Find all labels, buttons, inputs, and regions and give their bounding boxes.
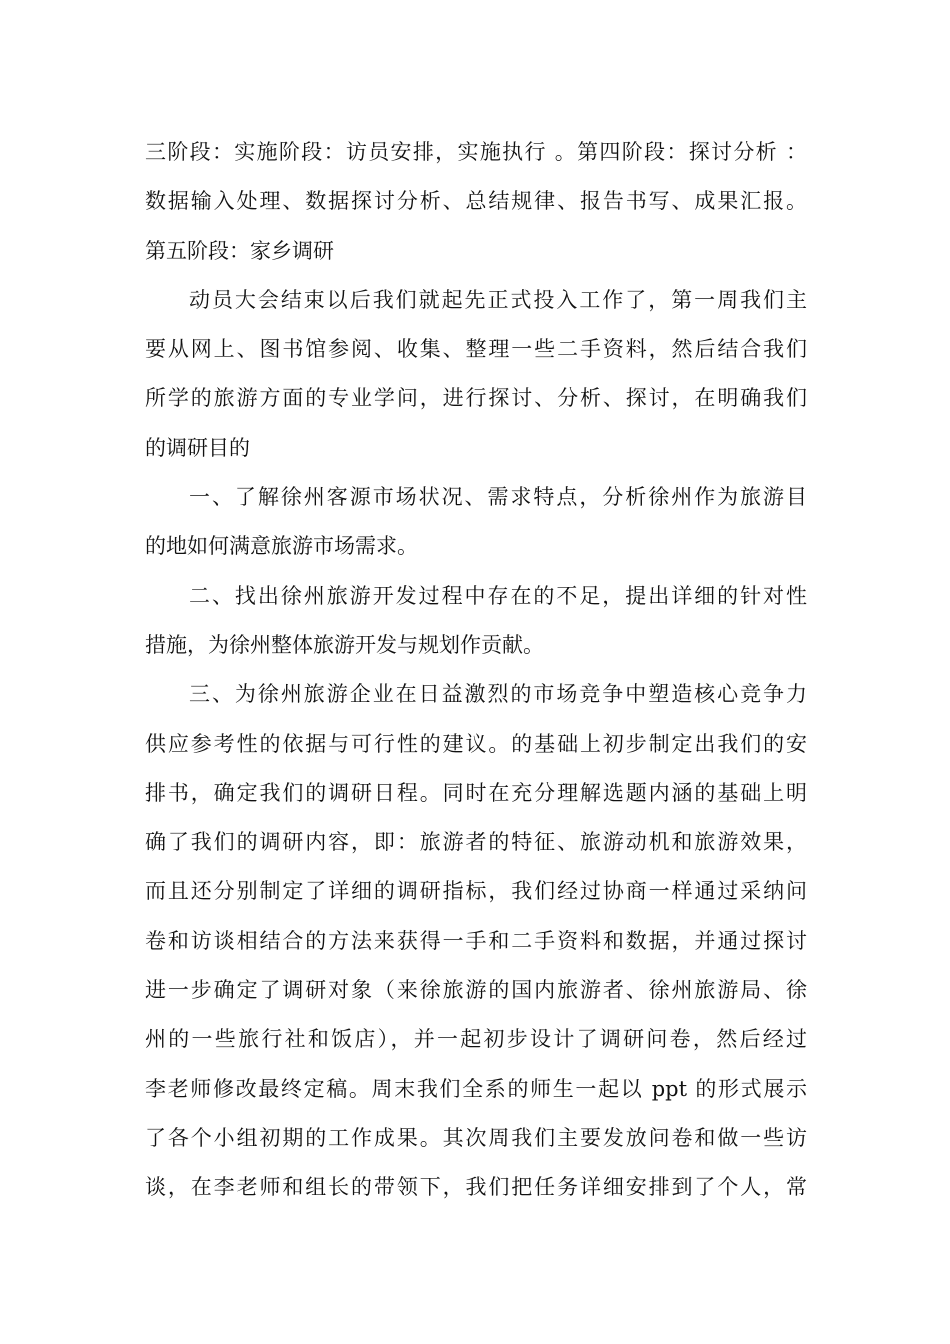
text-line: 的地如何满意旅游市场需求。 bbox=[145, 534, 418, 559]
paragraph-first-line: 三、为徐州旅游企业在日益激烈的市场竞争中塑造核心竞争力 bbox=[189, 682, 807, 707]
text-line: 数据输入处理、数据探讨分析、总结规律、报告书写、成果汇报。 bbox=[145, 189, 807, 214]
text-line: 三阶段：实施阶段：访员安排，实施执行 。第四阶段：探讨分析 ： bbox=[145, 140, 807, 164]
text-line: 措施，为徐州整体旅游开发与规划作贡献。 bbox=[145, 632, 544, 657]
text-line: 要从网上、图书馆参阅、收集、整理一些二手资料，然后结合我们 bbox=[145, 337, 807, 362]
text-line: 李老师修改最终定稿。周末我们全系的师生一起以 ppt 的形式展示 bbox=[145, 1076, 807, 1101]
text-line: 谈，在李老师和组长的带领下，我们把任务详细安排到了个人，常 bbox=[145, 1175, 807, 1200]
text-line: 进一步确定了调研对象（来徐旅游的国内旅游者、徐州旅游局、徐 bbox=[145, 978, 807, 1003]
text-line: 排书，确定我们的调研日程。同时在充分理解选题内涵的基础上明 bbox=[145, 780, 807, 805]
text-line: 了各个小组初期的工作成果。其次周我们主要发放问卷和做一些访 bbox=[145, 1125, 807, 1150]
document-body bbox=[145, 128, 807, 1213]
text-line: 的调研目的 bbox=[145, 435, 250, 460]
text-line: 确了我们的调研内容，即：旅游者的特征、旅游动机和旅游效果， bbox=[145, 830, 807, 855]
text-line: 而且还分别制定了详细的调研指标，我们经过协商一样通过采纳问 bbox=[145, 879, 807, 904]
paragraph-first-line: 动员大会结束以后我们就起先正式投入工作了，第一周我们主 bbox=[189, 287, 807, 312]
text-line: 所学的旅游方面的专业学问，进行探讨、分析、探讨，在明确我们 bbox=[145, 386, 807, 411]
paragraph-first-line: 二、找出徐州旅游开发过程中存在的不足，提出详细的针对性 bbox=[189, 583, 807, 608]
text-line: 第五阶段：家乡调研 bbox=[145, 238, 334, 263]
text-line: 州的一些旅行社和饭店），并一起初步设计了调研问卷，然后经过 bbox=[145, 1027, 807, 1052]
paragraph-first-line: 一、了解徐州客源市场状况、需求特点，分析徐州作为旅游目 bbox=[189, 485, 807, 510]
text-line: 供应参考性的依据与可行性的建议。的基础上初步制定出我们的安 bbox=[145, 731, 807, 756]
text-line: 卷和访谈相结合的方法来获得一手和二手资料和数据，并通过探讨 bbox=[145, 928, 807, 953]
